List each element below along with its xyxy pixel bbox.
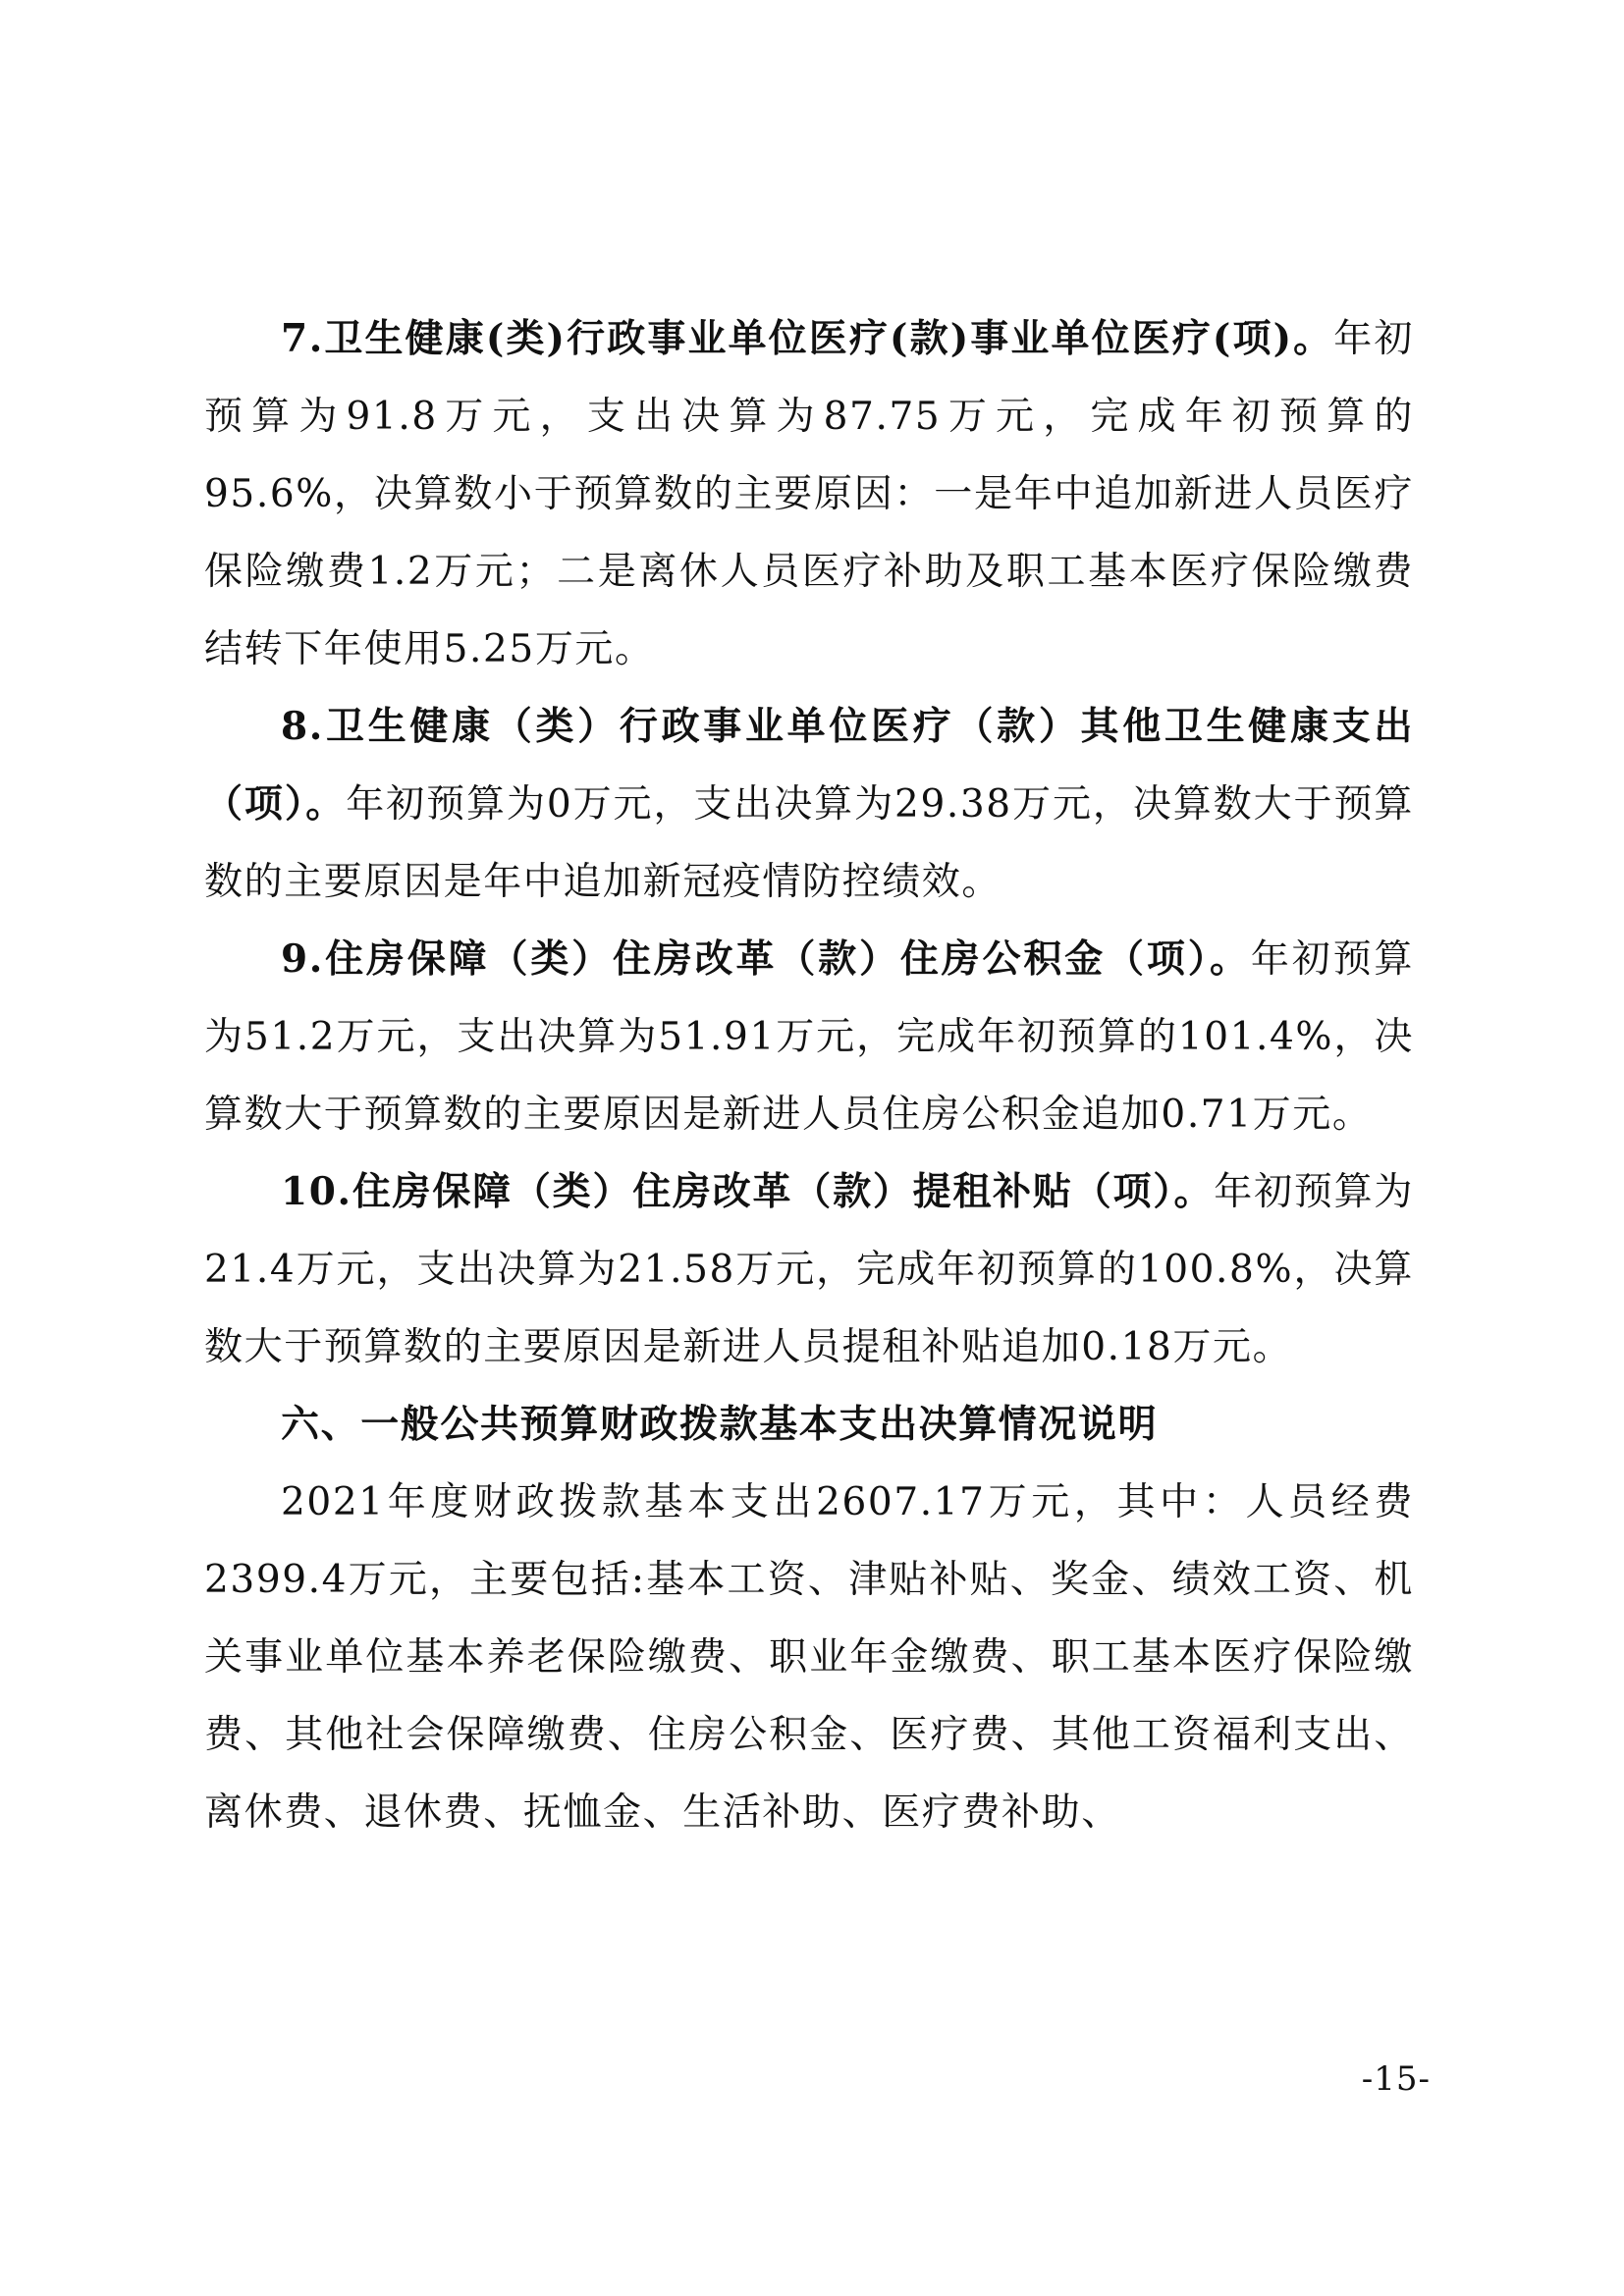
section-heading: 六、一般公共预算财政拨款基本支出决算情况说明 <box>281 1402 1159 1447</box>
paragraph-item-8 <box>204 688 1414 921</box>
paragraph-text: 年初预算为0万元，支出决算为29.38万元，决算数大于预算数的主要原因是年中追加新冠疫情防控绩效。 <box>204 782 1414 904</box>
paragraph-text: 年初预算为21.4万元，支出决算为21.58万元，完成年初预算的100.8%，决算数大于预算数的主要原因是新进人员提租补贴追加0.18万元。 <box>204 1170 1414 1369</box>
paragraph-item-10 <box>204 1153 1414 1386</box>
paragraph-title: 9.住房保障（类）住房改革（款）住房公积金（项）。 <box>281 936 1251 982</box>
paragraph-text: 年初预算为91.8万元，支出决算为87.75万元，完成年初预算的95.6%，决算数小于预算数的主要原因：一是年中追加新进人员医疗保险缴费1.2万元；二是离休人员医疗补助及职工基本医疗保险缴费结转下年使用5.25万元。 <box>204 317 1414 671</box>
paragraph-title: 10.住房保障（类）住房改革（款）提租补贴（项）。 <box>281 1169 1215 1214</box>
page-number: -15- <box>1361 2059 1431 2099</box>
paragraph-text: 年初预算为51.2万元，支出决算为51.91万元，完成年初预算的101.4%，决算数大于预算数的主要原因是新进人员住房公积金追加0.71万元。 <box>204 937 1414 1137</box>
document-body <box>204 300 1414 1851</box>
paragraph-item-7 <box>204 300 1414 688</box>
paragraph-title: 8.卫生健康（类）行政事业单位医疗（款）其他卫生健康支出（项）。 <box>204 704 1414 827</box>
paragraph-item-9 <box>204 921 1414 1153</box>
section-paragraph: 2021年度财政拨款基本支出2607.17万元，其中：人员经费2399.4万元，主要包括:基本工资、津贴补贴、奖金、绩效工资、机关事业单位基本养老保险缴费、职业年金缴费、职工基本医疗保险缴费、其他社会保障缴费、住房公积金、医疗费、其他工资福利支出、离休费、退休费、抚恤金、生活补助、医疗费补助、 <box>204 1480 1414 1835</box>
paragraph-title: 7.卫生健康(类)行政事业单位医疗(款)事业单位医疗(项)。 <box>281 316 1334 361</box>
